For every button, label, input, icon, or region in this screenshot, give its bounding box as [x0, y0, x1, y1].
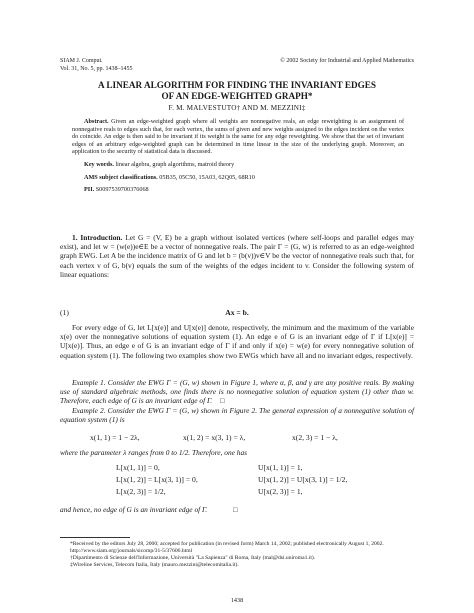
upper-bounds — [258, 462, 347, 498]
journal-volume: Vol. 31, No. 5, pp. 1438–1455 — [60, 65, 133, 72]
parameter-text: where the parameter λ ranges from 0 to 1/2. Therefore, one has — [60, 448, 248, 457]
lower-bounds — [116, 462, 198, 498]
keywords — [72, 161, 404, 169]
footnote-received: *Received by the editors July 28, 2000; accepted for publication (in revised form) March 14, 2002; published electronically August 1, 2002. — [70, 541, 384, 547]
lower-bound-row: L[x(1, 1)] = 0, — [116, 463, 160, 472]
upper-bound-row: U[x(1, 1)] = 1, — [258, 463, 303, 472]
qed-symbol-2: □ — [233, 505, 238, 514]
pii — [72, 186, 404, 194]
intro-paragraph-2: For every edge of G, let L[x(e)] and U[x(e)] denote, respectively, the minimum and the maximum of the variable x(e) over the nonnegative solutions of equation system (1). An edge e of G is an invariant edge of Γ if L[x(e)] = U[x(e)]. Thus, an edge e of G is an invariant edge of Γ if and only if x(e) = w(e) for every nonnegative solution of equation system (1). The following two examples show two EWGs which have all and no invariant edges, respectively. — [60, 323, 414, 360]
lower-bound-row: L[x(1, 2)] = L[x(3, 1)] = 0, — [116, 475, 198, 484]
example-1-text: Example 1. Consider the EWG Γ = (G, w) shown in Figure 1, where α, β, and γ are any positive reals. By making use of standard algebraic methods, one finds there is no nonnegative solution of equation system (1) other than w. Therefore, each edge of G is an invariant edge of Γ. — [60, 378, 414, 406]
ams-text: 05B35, 05C50, 15A03, 62Q05, 68R10 — [159, 173, 255, 181]
title-line-1: A LINEAR ALGORITHM FOR FINDING THE INVARIANT EDGES — [98, 80, 376, 90]
footnote-url[interactable]: http://www.siam.org/journals/sicomp/31-5/37606.html — [70, 547, 193, 554]
equation: Ax = b. — [225, 308, 249, 317]
solution-3: x(2, 3) = 1 − λ, — [292, 433, 338, 442]
footnote-affiliation-1: †Dipartimento di Scienze dell'Informazione, Università "La Sapienza" di Roma, Italy (mal@dsi.uniroma1.it). — [70, 554, 316, 561]
abstract-label: Abstract. — [84, 118, 109, 125]
lower-bound-row: L[x(2, 3)] = 1/2, — [116, 487, 166, 496]
solution-1: x(1, 1) = 1 − 2λ, — [90, 433, 140, 442]
keywords-text: linear algebra, graph algorithms, matroid theory — [115, 160, 235, 168]
copyright-notice: © 2002 Society for Industrial and Applied Mathematics — [280, 58, 414, 64]
qed-symbol-1: □ — [220, 396, 225, 406]
page-number: 1438 — [230, 597, 244, 604]
authors: F. M. MALVESTUTO† AND M. MEZZINI‡ — [168, 104, 306, 112]
footnote-rule — [60, 537, 130, 538]
abstract-text: Given an edge-weighted graph where all weights are nonnegative reals, an edge reweighting is an assignment of nonnegative reals to edges such that, for each vertex, the sums of given and new weights assigned to the edges incident on the vertex do coincide. An edge is then said to be invariant if its weight is the same for any edge reweighting. We show that the set of invariant edges of an arbitrary edge-weighted graph can be determined in time linear in the size of the underlying graph. Moreover, an application to the security of statistical data is discussed. — [72, 118, 405, 156]
example-1 — [60, 378, 414, 406]
journal-name: SIAM J. Comput. — [60, 58, 103, 64]
conclusion-text: and hence, no edge of G is an invariant edge of Γ. — [60, 505, 208, 514]
example-2-text: Example 2. Consider the EWG Γ = (G, w) shown in Figure 2. The general expression of a nonnegative solution of equation system (1) is — [60, 406, 414, 425]
footnotes — [60, 541, 414, 569]
footnote-affiliation-2: ‡Wireline Services, Telecom Italia, Italy (mauro.mezzini@telecomitalia.it). — [70, 561, 239, 568]
abstract — [72, 118, 404, 194]
intro-p1-text: Let G = (V, E) be a graph without isolated vertices (where self-loops and parallel edges may exist), and let w = (w(e))e∈E be a vector of nonnegative reals. The pair Γ = (G, w) is referred to as an edge-weighted graph EWG. Let A be the incidence matrix of G and let b = (b(v))v∈V be the vector of nonnegative reals such that, for each vertex v of G, b(v) equals the sum of the weights of the edges incident to v. Consider the following system of linear equations: — [60, 233, 415, 279]
paper-title — [50, 80, 424, 102]
upper-bound-row: U[x(2, 3)] = 1, — [258, 487, 303, 496]
example-2 — [60, 406, 414, 424]
intro-paragraph-1 — [60, 233, 414, 279]
section-heading: 1. Introduction. — [72, 233, 123, 242]
running-header-left — [60, 58, 133, 73]
title-line-2: OF AN EDGE-WEIGHTED GRAPH* — [161, 91, 313, 101]
upper-bound-row: U[x(1, 2)] = U[x(3, 1)] = 1/2, — [258, 475, 348, 484]
conclusion — [60, 505, 414, 514]
keywords-label: Key words. — [84, 160, 114, 168]
solution-2: x(1, 2) = x(3, 1) = λ, — [183, 433, 246, 442]
ams-label: AMS subject classifications. — [84, 173, 158, 181]
pii-text: S0097539700376068 — [95, 186, 149, 194]
ams-classifications — [72, 174, 404, 182]
equation-number: (1) — [60, 308, 69, 317]
pii-label: PII. — [84, 186, 95, 194]
